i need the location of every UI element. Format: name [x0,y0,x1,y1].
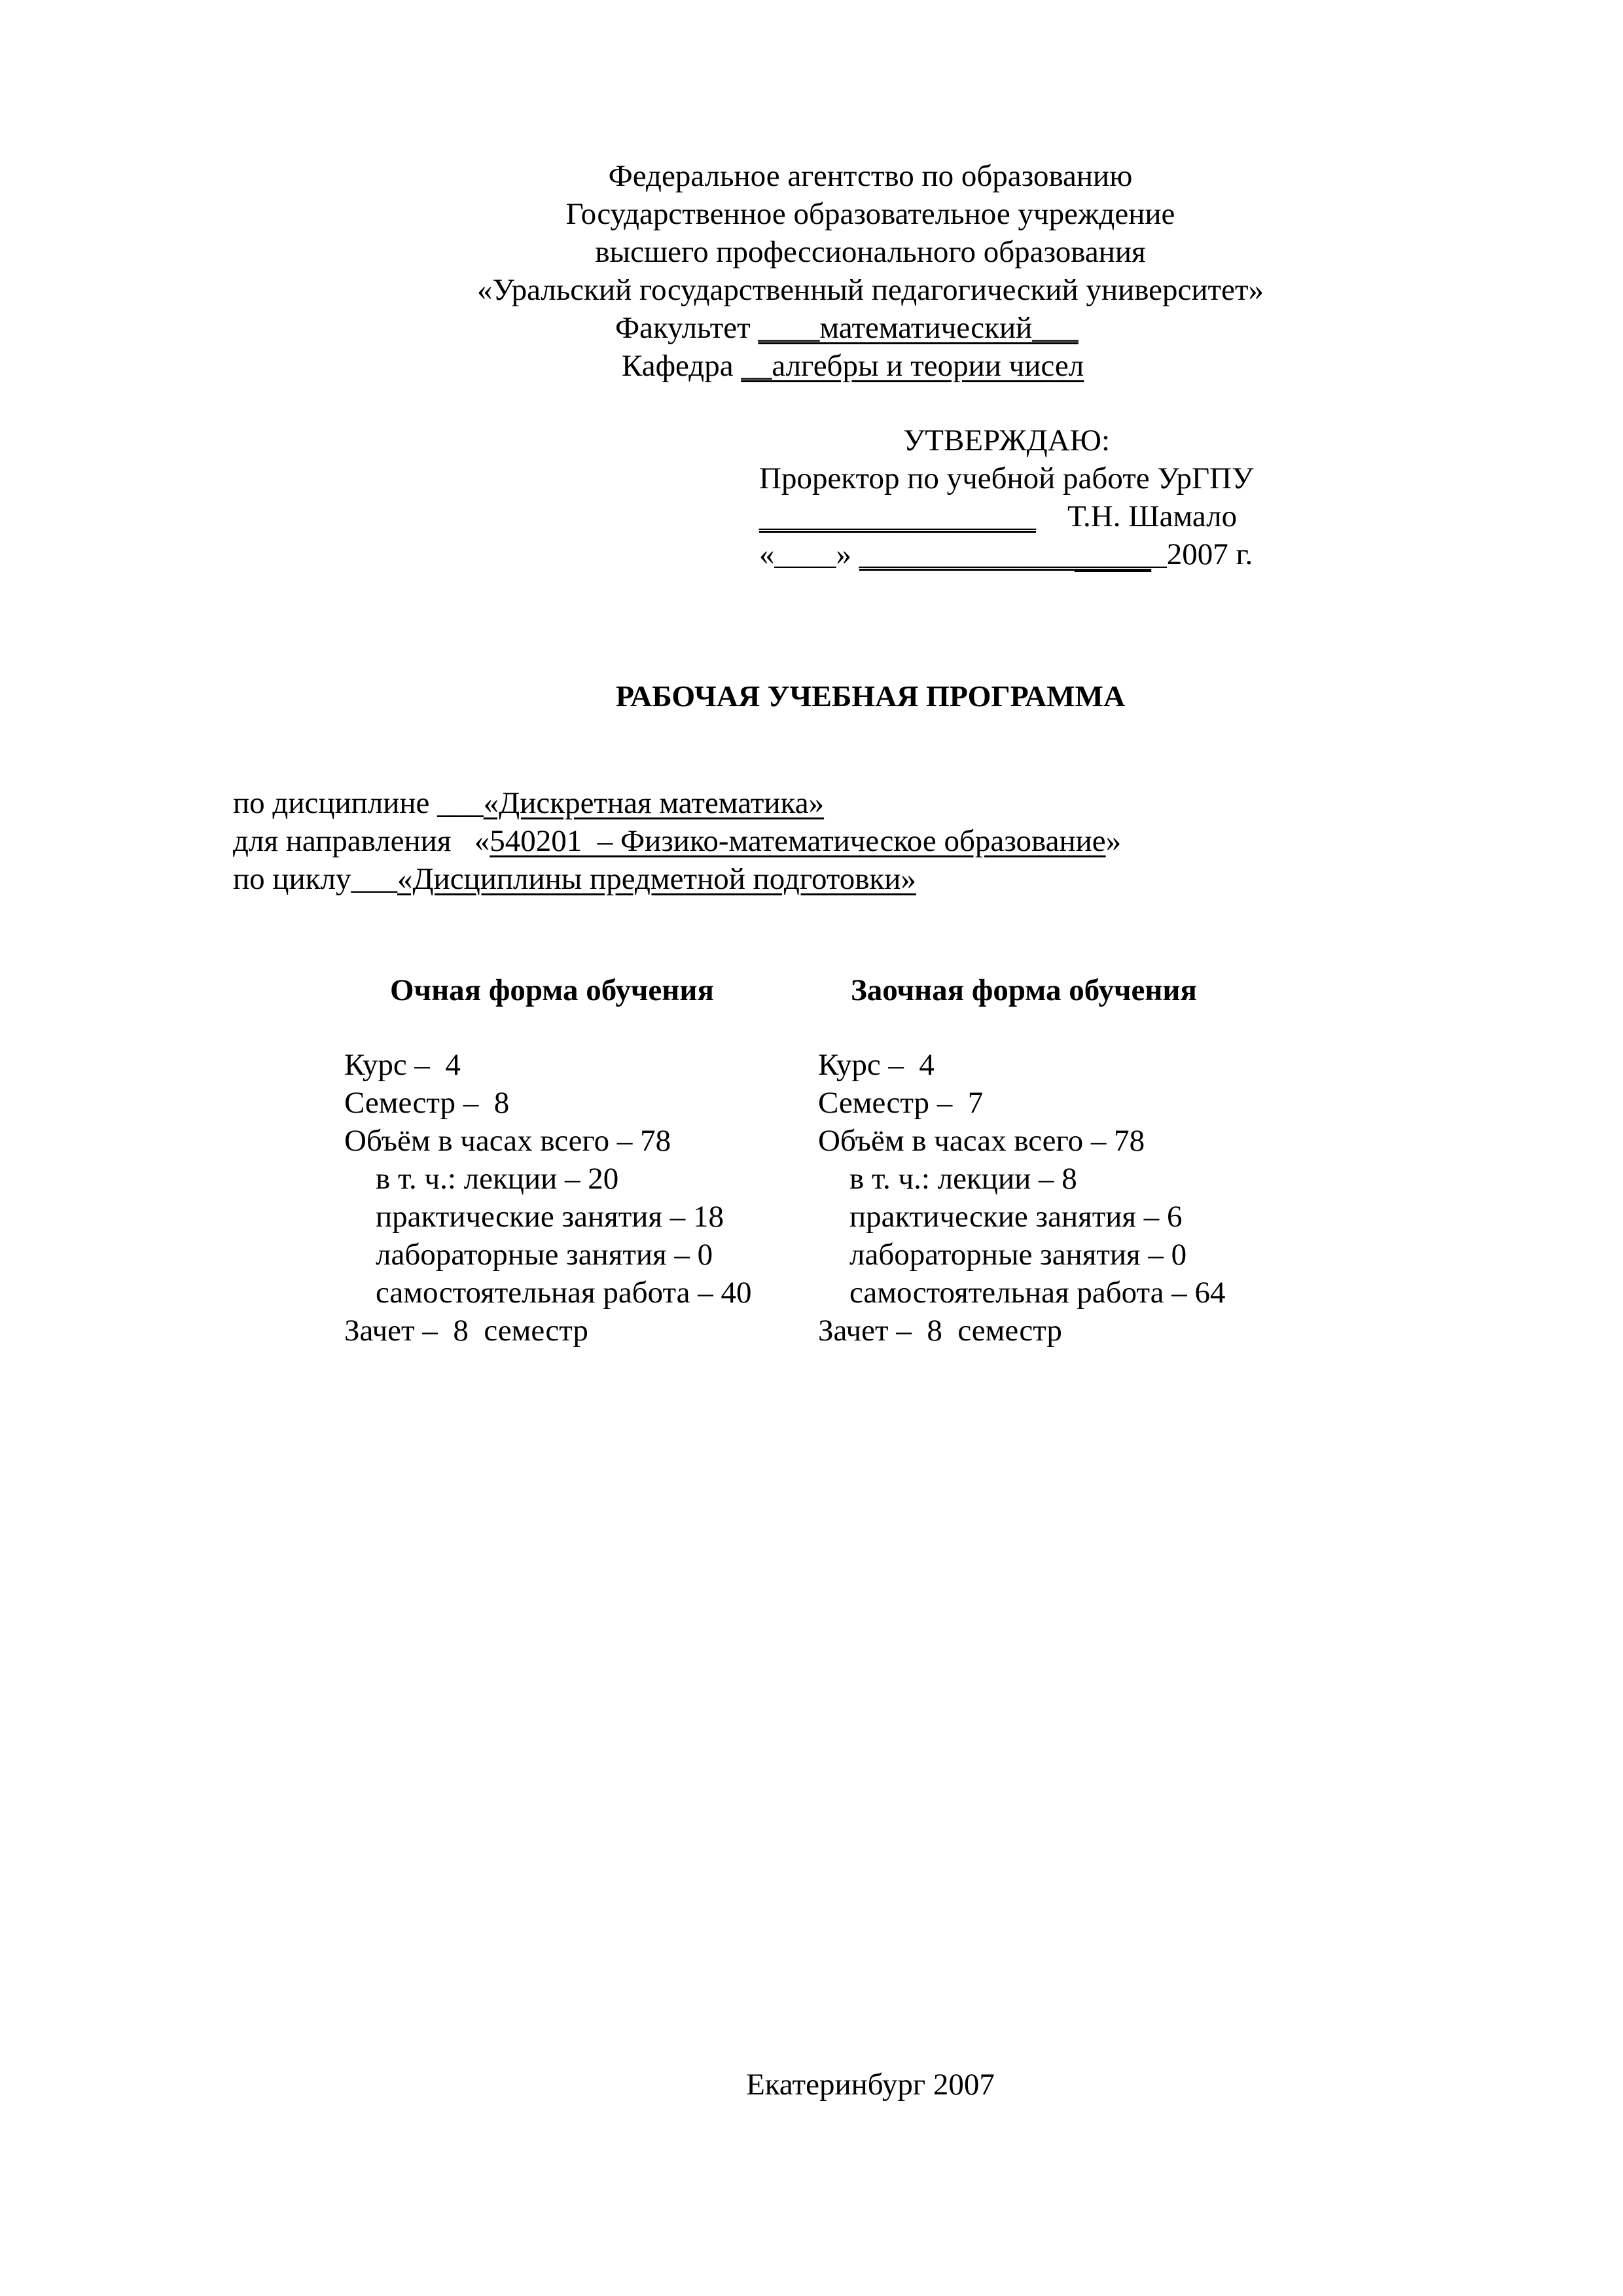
department-label: Кафедра [622,349,741,383]
fulltime-heading: Очная форма обучения [390,973,714,1007]
extramural-heading: Заочная форма обучения [851,973,1197,1007]
header-line-education-level: высшего профессионального образования [595,235,1146,269]
extramural-course: Курс – 4 [818,1048,935,1082]
fulltime-course: Курс – 4 [344,1048,461,1082]
extramural-lectures: в т. ч.: лекции – 8 [849,1162,1077,1196]
approval-signer: Т.Н. Шамало [1067,499,1238,533]
department-value: __алгебры и теории чисел [741,349,1084,383]
date-day: «____» [759,537,859,571]
document-title: РАБОЧАЯ УЧЕБНАЯ ПРОГРАММА [615,679,1126,713]
date-month: ______________ [859,537,1075,571]
direction-close: » [1105,824,1122,858]
date-year: _2007 г. [1151,537,1253,571]
discipline-label: по дисциплине ___ [233,786,484,820]
cycle-line [233,860,916,898]
extramural-practice: практические занятия – 6 [849,1200,1183,1234]
cycle-label: по циклу___ [233,862,397,896]
signature-blank: __________________ [759,499,1036,533]
approval-heading: УТВЕРЖДАЮ: [903,423,1111,457]
faculty-label: Факультет [615,311,758,345]
direction-value: 540201 – Физико-математическое образование [490,824,1106,858]
footer-city-year: Екатеринбург 2007 [746,2068,995,2102]
direction-label: для направления « [233,824,490,858]
date-tail: _____ [1074,537,1152,571]
fulltime-credit: Зачет – 8 семестр [344,1314,588,1348]
fulltime-self-work: самостоятельная работа – 40 [376,1276,752,1310]
header-line-institution-type: Государственное образовательное учреждение [565,197,1175,231]
fulltime-lectures: в т. ч.: лекции – 20 [376,1162,619,1196]
discipline-line [233,784,824,822]
faculty-value: ____математический___ [758,311,1079,345]
faculty-line [615,309,1079,347]
approval-position: Проректор по учебной работе УрГПУ [759,461,1254,495]
header-line-university: «Уральский государственный педагогический университет» [476,273,1264,307]
extramural-semester: Семестр – 7 [818,1086,984,1120]
department-line [622,347,1084,385]
cycle-value: «Дисциплины предметной подготовки» [397,862,916,896]
fulltime-practice: практические занятия – 18 [376,1200,724,1234]
extramural-labs: лабораторные занятия – 0 [849,1238,1187,1272]
approval-signature-line [759,497,1237,535]
fulltime-total-hours: Объём в часах всего – 78 [344,1124,671,1158]
approval-date-line [759,535,1253,573]
fulltime-semester: Семестр – 8 [344,1086,510,1120]
direction-line [233,822,1121,860]
discipline-value: «Дискретная математика» [483,786,825,820]
extramural-self-work: самостоятельная работа – 64 [849,1276,1226,1310]
extramural-total-hours: Объём в часах всего – 78 [818,1124,1145,1158]
header-line-agency: Федеральное агентство по образованию [608,159,1133,193]
extramural-credit: Зачет – 8 семестр [818,1314,1062,1348]
fulltime-labs: лабораторные занятия – 0 [376,1238,713,1272]
